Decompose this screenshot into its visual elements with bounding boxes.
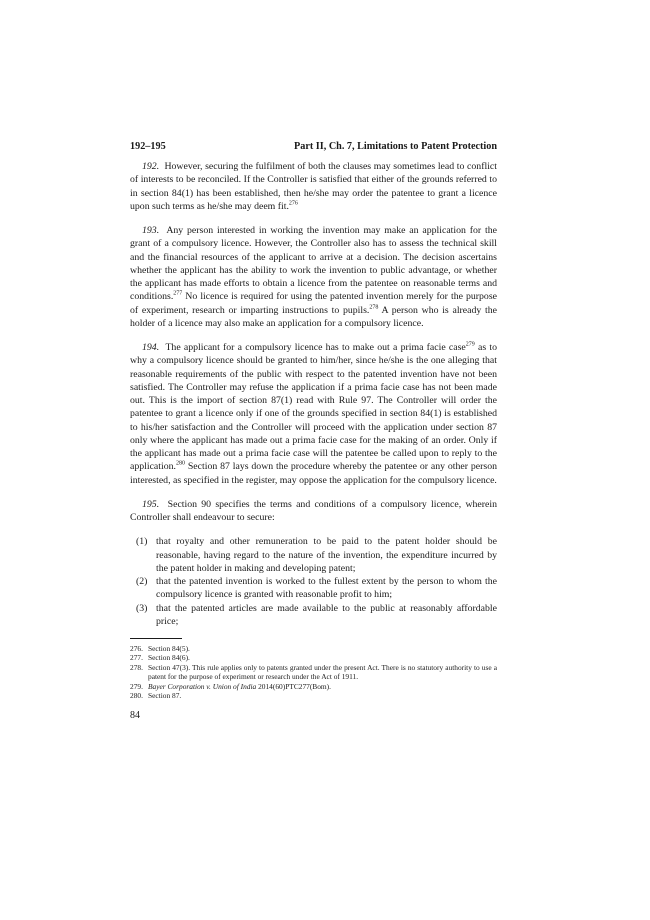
footnote-number: 278.	[130, 662, 143, 672]
footnote	[130, 663, 497, 682]
list-item-text: that the patented articles are made available to the public at reasonably affordable price;	[156, 602, 497, 627]
list-item-label: (3)	[136, 602, 148, 614]
footnote	[130, 644, 497, 653]
conditions-list	[130, 535, 497, 628]
paragraph-number: 193.	[142, 225, 160, 236]
case-name: Bayer Corporation v. Union of India	[148, 681, 257, 691]
footnote-number: 280.	[130, 691, 143, 701]
page-number: 84	[130, 710, 140, 722]
footnote-number: 279.	[130, 681, 143, 691]
paragraph-text: Section 87 lays down the procedure whereby the patentee or any other person interested, as specified in the register, may oppose the application for the compulsory licence.	[130, 461, 497, 486]
list-item	[130, 602, 497, 629]
footnote-ref[interactable]: 278	[369, 304, 379, 311]
footnote-ref[interactable]: 280	[175, 460, 185, 467]
footnote-text: Section 47(3). This rule applies only to patents granted under the present Act. There is no statutory authority to use a patent for the purpose of experiment or research under the Act of 1911.	[148, 662, 497, 682]
paragraph-text: A person who is already the holder of a licence may also make an application for a compulsory licence.	[130, 304, 497, 329]
paragraph-194	[130, 341, 497, 487]
paragraph-192	[130, 160, 497, 213]
list-item-label: (2)	[136, 576, 148, 587]
paragraph-text: Any person interested in working the invention may make an application for the grant of a compulsory licence. However, the Controller also has to assess the technical skill and the financial resources of the applicant to arrive at a decision. The decision ascertains whether the applicant has the ability to work the invention to public advantage, or whether the applicant has made efforts to obtain a licence from the patentee on reasonable terms and conditions.	[130, 225, 497, 303]
paragraph-text: Section 90 specifies the terms and conditions of a compulsory licence, wherein Controller shall endeavour to secure:	[130, 498, 497, 523]
footnote-ref[interactable]: 277	[173, 290, 183, 297]
footnote	[130, 682, 497, 691]
footnote-number: 276.	[130, 644, 143, 653]
footnote	[130, 691, 497, 700]
footnote-text: Section 84(5).	[148, 644, 190, 653]
paragraph-text: However, securing the fulfilment of both the clauses may sometimes lead to conflict of interests to be reconciled. If the Controller is satisfied that either of the grounds referred to in section 84(1) has been established, then he/she may order the patentee to grant a licence upon such terms as he/she may deem fit.	[130, 161, 497, 212]
paragraph-text: No licence is required for using the patented invention merely for the purpose of experiment, research or imparting instructions to pupils.	[130, 291, 497, 316]
footnote-ref[interactable]: 276	[288, 200, 298, 207]
footnote-text: Section 87.	[148, 691, 182, 701]
paragraph-193	[130, 224, 497, 330]
footnote-text: Section 84(6).	[148, 653, 190, 663]
paragraph-number: 195.	[142, 498, 160, 510]
running-head-paragraph-range: 192–195	[130, 141, 166, 152]
case-citation: 2014(60)PTC277(Bom).	[256, 681, 331, 691]
footnote-text	[148, 682, 497, 691]
footnote-divider	[130, 638, 182, 639]
footnotes	[130, 644, 497, 700]
paragraph-195	[130, 498, 497, 525]
book-page	[130, 140, 497, 721]
footnote	[130, 653, 497, 662]
list-item-label: (1)	[136, 536, 148, 548]
paragraph-text: The applicant for a compulsory licence has to make out a prima facie case	[165, 342, 466, 353]
running-head	[130, 140, 497, 154]
paragraph-text: as to why a compulsory licence should be granted to him/her, since he/she is the one alleging that reasonable requirements of the public with respect to the patented invention have not been satisfied. The Controller may refuse the application if a prima facie case has not been made out. This is the import of section 87(1) read with Rule 97. The Controller will order the patentee to grant a licence only if one of the grounds specified in section 84(1) is established to his/her satisfaction and the Controller will proceed with the application under section 87 only where the applicant has made out a prima facie case for the making of an order. Only if the applicant has made out a prima facie case will the patentee be called upon to reply to the application.	[130, 342, 497, 473]
list-item-text: that the patented invention is worked to the fullest extent by the person to whom the compulsory licence is granted with reasonable profit to him;	[156, 576, 497, 601]
paragraph-number: 194.	[142, 342, 160, 353]
running-head-chapter-title: Part II, Ch. 7, Limitations to Patent Protection	[294, 141, 497, 152]
footnote-number: 277.	[130, 653, 143, 663]
list-item-text: that royalty and other remuneration to be paid to the patent holder should be reasonable, having regard to the nature of the invention, the expenditure incurred by the patent holder in making and developing patent;	[156, 536, 497, 574]
paragraph-number: 192.	[142, 161, 160, 172]
footnote-ref[interactable]: 279	[465, 341, 475, 348]
list-item	[130, 535, 497, 575]
list-item	[130, 575, 497, 602]
